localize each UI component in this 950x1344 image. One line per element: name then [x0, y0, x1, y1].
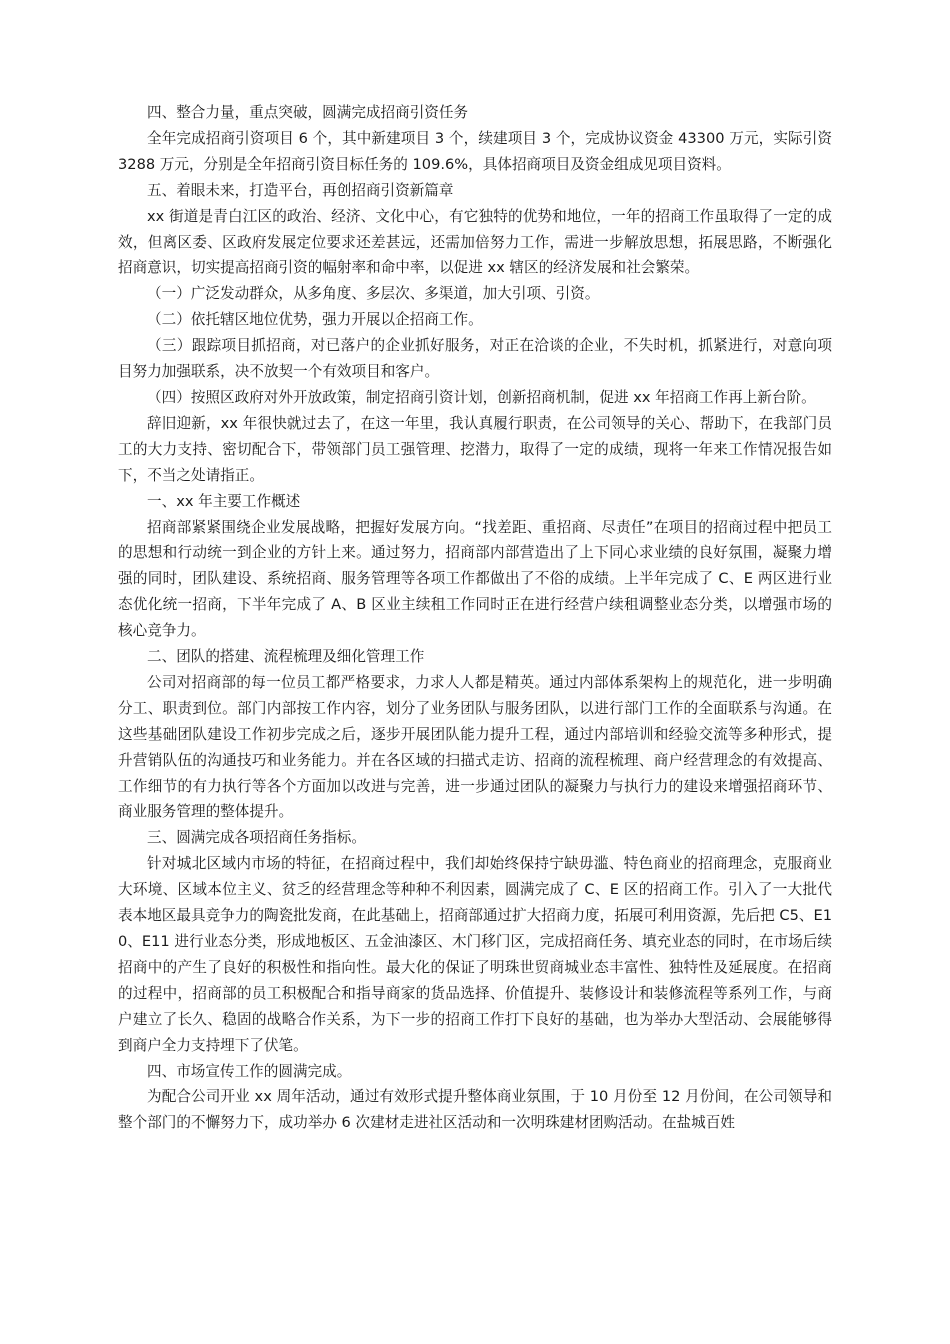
paragraph-task-completion: 针对城北区域内市场的特征，在招商过程中，我们却始终保持宁缺毋滥、特色商业的招商理念，克服商业大环境、区域本位主义、贫乏的经营理念等种种不利因素，圆满完成了 C、E 区的招商工作。引入了一大批代表本地区最具竞争力的陶瓷批发商，在此基础上，招商部通过扩大招商力度，拓展可利用资源，先后把 C5、E10、E11 进行业态分类，形成地板区、五金油漆区、木门移门区，完成招商任务、填充业态的同时，在市场后续招商中的产生了良好的积极性和指向性。最大化的保证了明珠世贸商城业态丰富性、独特性及延展度。在招商的过程中，招商部的员工积极配合和指导商家的货品选择、价值提升、装修设计和装修流程等系列工作，与商户建立了长久、稳固的战略合作关系，为下一步的招商工作打下良好的基础，也为举办大型活动、会展能够得到商户全力支持埋下了伏笔。: [118, 855, 832, 1054]
heading-integrate-forces: 四、整合力量，重点突破，圆满完成招商引资任务: [147, 104, 469, 121]
heading-look-to-future: 五、着眼未来，打造平台，再创招商引资新篇章: [147, 181, 454, 199]
list-item-district-advantage: （二）依托辖区地位优势，强力开展以企招商工作。: [147, 311, 483, 329]
paragraph-year-end-intro: 辞旧迎新，xx 年很快就过去了，在这一年里，我认真履行职责，在公司领导的关心、帮助下，在我部门员工的大力支持、密切配合下，带领部门员工强管理、挖潜力，取得了一定的成绩，现将一年来工作情况报告如下，不当之处请指正。: [118, 414, 832, 484]
document-body: [118, 100, 832, 1136]
list-item-opening-policy: （四）按照区政府对外开放政策，制定招商引资计划，创新招商机制，促进 xx 年招商工作再上新台阶。: [147, 388, 816, 406]
list-item-mobilize-masses: （一）广泛发动群众，从多角度、多层次、多渠道，加大引项、引资。: [147, 285, 600, 303]
heading-team-building: 二、团队的搭建、流程梳理及细化管理工作: [147, 648, 425, 666]
paragraph-street-overview: xx 街道是青白江区的政治、经济、文化中心，有它独特的优势和地位，一年的招商工作虽取得了一定的成效，但离区委、区政府发展定位要求还差甚远，还需加倍努力工作，需进一步解放思想，拓展思路，不断强化招商意识，切实提高招商引资的幅射率和命中率，以促进 xx 辖区的经济发展和社会繁荣。: [118, 207, 832, 277]
heading-market-promotion: 四、市场宣传工作的圆满完成。: [147, 1062, 352, 1080]
paragraph-team-building: 公司对招商部的每一位员工都严格要求，力求人人都是精英。通过内部体系架构上的规范化，进一步明确分工、职责到位。部门内部按工作内容，划分了业务团队与服务团队，以进行部门工作的全面联系与沟通。在这些基础团队建设工作初步完成之后，逐步开展团队能力提升工程，通过内部培训和经验交流等多种形式，提升营销队伍的沟通技巧和业务能力。并在各区域的扫描式走访、招商的流程梳理、商户经营理念的有效提高、工作细节的有力执行等各个方面加以改进与完善，进一步通过团队的凝聚力与执行力的建设来增强招商环节、商业服务管理的整体提升。: [118, 673, 832, 821]
paragraph-work-overview: 招商部紧紧围绕企业发展战略，把握好发展方向。“找差距、重招商、尽责任”在项目的招商过程中把员工的思想和行动统一到企业的方针上来。通过努力，招商部内部营造出了上下同心求业绩的良好氛围，凝聚力增强的同时，团队建设、系统招商、服务管理等各项工作都做出了不俗的成绩。上半年完成了 C、E 两区进行业态优化统一招商，下半年完成了 A、B 区业主续租工作同时正在进行经营户续租调整业态分类，以增强市场的核心竞争力。: [118, 518, 832, 640]
list-item-track-projects: （三）跟踪项目抓招商，对已落户的企业抓好服务，对正在洽谈的企业，不失时机，抓紧进行，对意向项目努力加强联系，决不放契一个有效项目和客户。: [118, 337, 832, 381]
paragraph-investment-results: 全年完成招商引资项目 6 个，其中新建项目 3 个，续建项目 3 个，完成协议资金 43300 万元，实际引资 3288 万元，分别是全年招商引资目标任务的 109.6%，具体招商项目及资金组成见项目资料。: [118, 129, 832, 173]
heading-task-completion: 三、圆满完成各项招商任务指标。: [147, 829, 366, 847]
paragraph-market-promotion: 为配合公司开业 xx 周年活动，通过有效形式提升整体商业氛围，于 10 月份至 12 月份间，在公司领导和整个部门的不懈努力下，成功举办 6 次建材走进社区活动和一次明珠建材团购活动。在盐城百姓: [118, 1088, 832, 1132]
heading-work-overview: 一、xx 年主要工作概述: [147, 492, 301, 510]
